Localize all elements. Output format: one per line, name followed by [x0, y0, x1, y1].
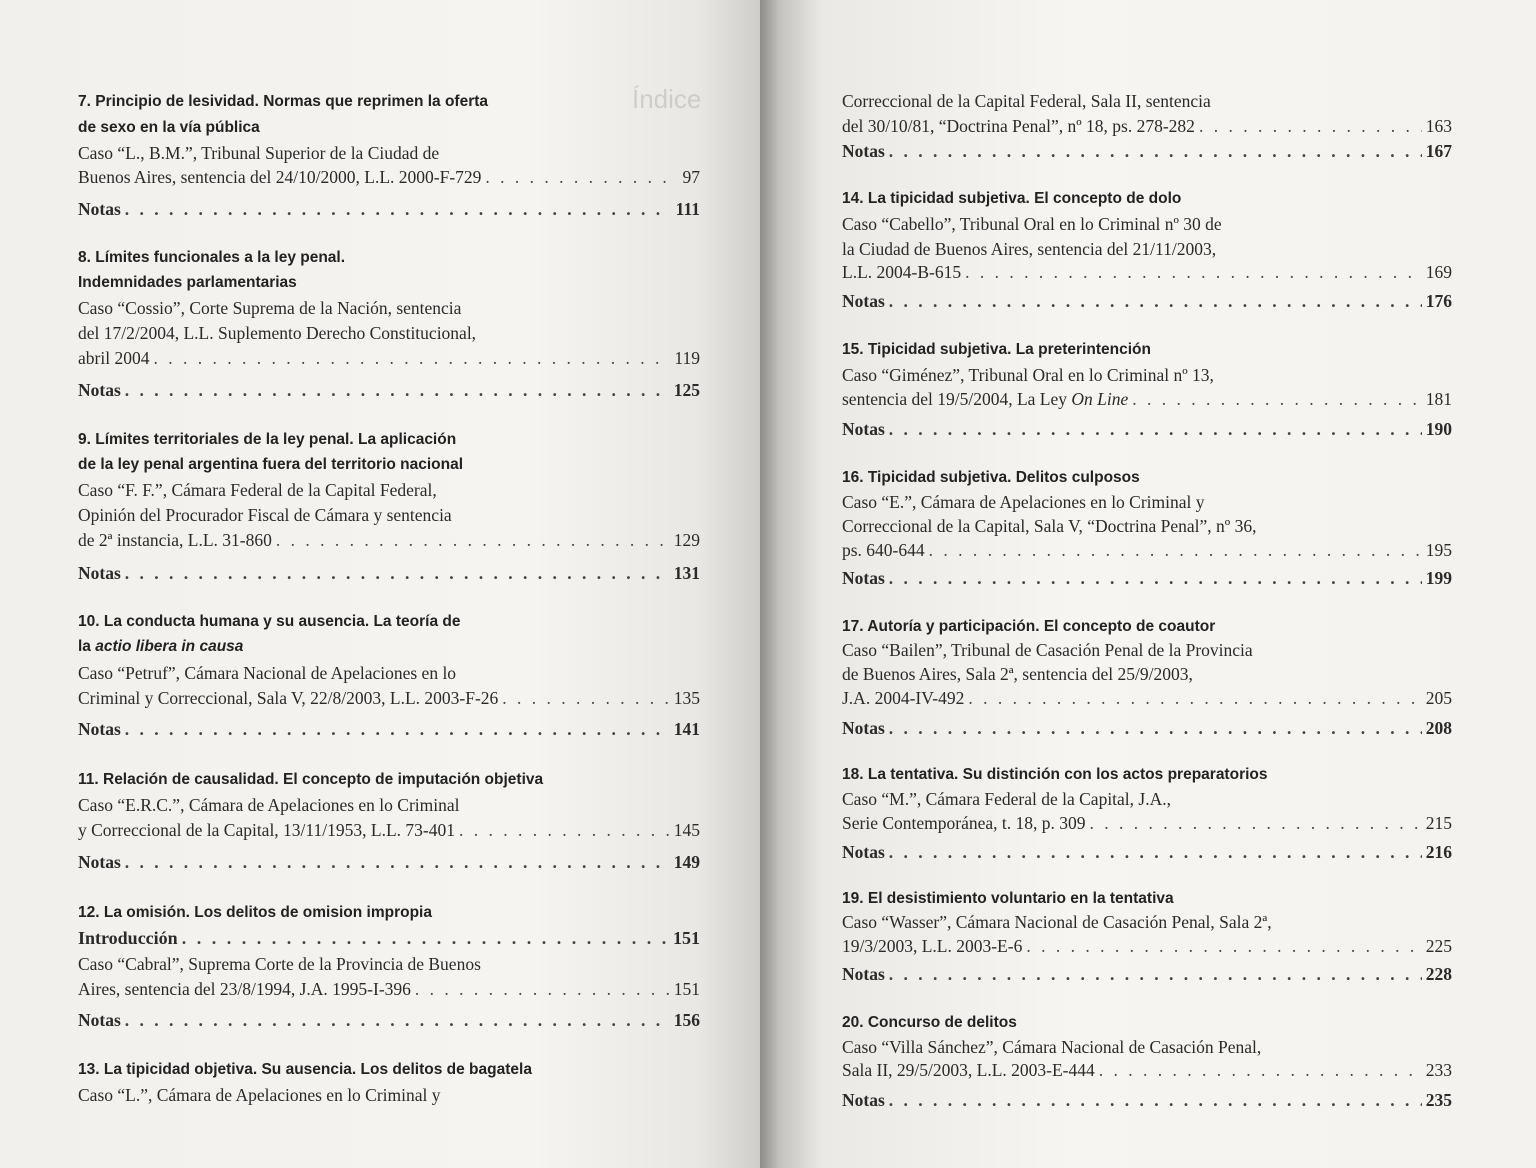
page-number: 233: [1425, 1060, 1452, 1080]
entry-17-notas: Notas . . . 208: [842, 715, 1452, 741]
entry-15-case: Caso “Giménez”, Tribunal Oral en lo Criminal nº 13,: [842, 365, 1214, 385]
page-number: 141: [673, 719, 700, 739]
entry-14-case: la Ciudad de Buenos Aires, sentencia del 21/11/2003,: [842, 239, 1217, 259]
page-number: 215: [1425, 813, 1452, 833]
entry-7-case: Caso “L., B.M.”, Tribunal Superior de la Ciudad de: [78, 143, 440, 163]
entry-13-case: Caso “L.”, Cámara de Apelaciones en lo Criminal y: [78, 1085, 441, 1105]
entry-14-case: L.L. 2004-B-615 . . . 169: [842, 259, 1452, 285]
entry-20-case: Caso “Villa Sánchez”, Cámara Nacional de Casación Penal,: [842, 1037, 1262, 1057]
entry-14-notas: Notas . . . 176: [842, 288, 1452, 314]
entry-8-notas: Notas . . . 125: [78, 377, 700, 403]
entry-20-heading: 20. Concurso de delitos: [842, 1014, 1017, 1031]
entry-18-case: Caso “M.”, Cámara Federal de la Capital, J.A.,: [842, 789, 1171, 809]
page-number: 225: [1425, 936, 1452, 956]
page-number: 131: [673, 563, 700, 583]
right-page: [760, 0, 1536, 1168]
page-number: 125: [673, 380, 700, 400]
entry-9-case: Caso “F. F.”, Cámara Federal de la Capital Federal,: [78, 480, 437, 500]
page-number: 151: [673, 928, 700, 948]
entry-7-case: Buenos Aires, sentencia del 24/10/2000, L.L. 2000-F-729 . . . 97: [78, 164, 700, 190]
entry-11-case: y Correccional de la Capital, 13/11/1953, L.L. 73-401 . . . 145: [78, 817, 700, 843]
entry-11-notas: Notas . . . 149: [78, 849, 700, 875]
entry-17-heading: 17. Autoría y participación. El concepto de coautor: [842, 618, 1216, 635]
entry-9-case: Opinión del Procurador Fiscal de Cámara y sentencia: [78, 505, 452, 525]
entry-12-heading: 12. La omisión. Los delitos de omision impropia: [78, 904, 432, 921]
entry-19-notas: Notas . . . 228: [842, 961, 1452, 987]
page-number: 199: [1425, 568, 1452, 588]
entry-8-case: del 17/2/2004, L.L. Suplemento Derecho Constitucional,: [78, 323, 477, 343]
page-number: 145: [673, 820, 700, 840]
entry-11-case: Caso “E.R.C.”, Cámara de Apelaciones en lo Criminal: [78, 795, 460, 815]
entry-18-case: Serie Contemporánea, t. 18, p. 309 . . . 215: [842, 810, 1452, 836]
entry-10-heading: 10. La conducta humana y su ausencia. La teoría de: [78, 613, 461, 630]
entry-16-heading: 16. Tipicidad subjetiva. Delitos culposos: [842, 469, 1140, 486]
entry-13-heading: 13. La tipicidad objetiva. Su ausencia. Los delitos de bagatela: [78, 1061, 532, 1078]
page-number: 176: [1425, 291, 1452, 311]
entry-15-case: sentencia del 19/5/2004, La Ley On Line . . . 181: [842, 386, 1452, 412]
page-number: 205: [1425, 688, 1452, 708]
entry-19-heading: 19. El desistimiento voluntario en la tentativa: [842, 890, 1174, 907]
entry-13-notas: Notas . . . 167: [842, 138, 1452, 164]
entry-10-case: Criminal y Correccional, Sala V, 22/8/2003, L.L. 2003-F-26 . . . 135: [78, 685, 700, 711]
page-number: 111: [675, 199, 700, 219]
entry-13-case-continued: del 30/10/81, “Doctrina Penal”, nº 18, ps. 278-282 . . . 163: [842, 113, 1452, 139]
page-number: 135: [673, 688, 700, 708]
page-number: 235: [1425, 1090, 1452, 1110]
entry-7-notas: Notas . . . 111: [78, 196, 700, 222]
entry-15-heading: 15. Tipicidad subjetiva. La preterintención: [842, 341, 1151, 358]
entry-12-case: Caso “Cabral”, Suprema Corte de la Provincia de Buenos: [78, 954, 481, 974]
entry-14-case: Caso “Cabello”, Tribunal Oral en lo Criminal nº 30 de: [842, 214, 1222, 234]
entry-17-case: de Buenos Aires, Sala 2ª, sentencia del 25/9/2003,: [842, 664, 1193, 684]
entry-18-notas: Notas . . . 216: [842, 839, 1452, 865]
entry-9-case: de 2ª instancia, L.L. 31-860 . . . 129: [78, 527, 700, 553]
entry-16-case: ps. 640-644 . . . 195: [842, 537, 1452, 563]
entry-18-heading: 18. La tentativa. Su distinción con los actos preparatorios: [842, 766, 1268, 783]
entry-10-case: Caso “Petruf”, Cámara Nacional de Apelaciones en lo: [78, 663, 457, 683]
page-number: 149: [673, 852, 700, 872]
ghost-index-title: Índice: [632, 84, 702, 114]
entry-12-case: Aires, sentencia del 23/8/1994, J.A. 1995-I-396 . . . 151: [78, 976, 700, 1002]
entry-16-notas: Notas . . . 199: [842, 565, 1452, 591]
page-number: 97: [682, 167, 700, 187]
entry-7-heading: 7. Principio de lesividad. Normas que reprimen la oferta: [78, 93, 489, 110]
entry-17-case: J.A. 2004-IV-492 . . . 205: [842, 685, 1452, 711]
entry-17-case: Caso “Bailen”, Tribunal de Casación Penal de la Provincia: [842, 640, 1253, 660]
entry-12-intro: Introducción . . . 151: [78, 925, 700, 951]
entry-12-notas: Notas . . . 156: [78, 1007, 700, 1033]
entry-8-case: abril 2004 . . . 119: [78, 345, 700, 371]
entry-8-case: Caso “Cossio”, Corte Suprema de la Nación, sentencia: [78, 298, 462, 318]
page-number: 151: [673, 979, 700, 999]
page-number: 190: [1425, 419, 1452, 439]
page-number: 181: [1425, 389, 1452, 409]
entry-10-heading: la actio libera in causa: [78, 638, 244, 655]
entry-8-heading: 8. Límites funcionales a la ley penal.: [78, 249, 346, 266]
entry-9-heading: 9. Límites territoriales de la ley penal. La aplicación: [78, 431, 457, 448]
entry-14-heading: 14. La tipicidad subjetiva. El concepto de dolo: [842, 190, 1182, 207]
page-number: 119: [674, 348, 700, 368]
page-number: 129: [673, 530, 700, 550]
entry-16-case: Correccional de la Capital, Sala V, “Doctrina Penal”, nº 36,: [842, 516, 1257, 536]
entry-19-case: Caso “Wasser”, Cámara Nacional de Casación Penal, Sala 2ª,: [842, 912, 1272, 932]
entry-8-heading: Indemnidades parlamentarias: [78, 274, 297, 291]
entry-19-case: 19/3/2003, L.L. 2003-E-6 . . . 225: [842, 933, 1452, 959]
entry-20-notas: Notas . . . 235: [842, 1087, 1452, 1113]
page-number: 228: [1425, 964, 1452, 984]
page-number: 208: [1425, 718, 1452, 738]
entry-10-notas: Notas . . . 141: [78, 716, 700, 742]
page-number: 169: [1425, 262, 1452, 282]
entry-9-heading: de la ley penal argentina fuera del territorio nacional: [78, 456, 464, 473]
page-number: 195: [1425, 540, 1452, 560]
entry-9-notas: Notas . . . 131: [78, 560, 700, 586]
left-page: [0, 0, 760, 1168]
entry-13-case-continued: Correccional de la Capital Federal, Sala II, sentencia: [842, 91, 1211, 111]
entry-15-notas: Notas . . . 190: [842, 416, 1452, 442]
entry-7-heading: de sexo en la vía pública: [78, 119, 260, 136]
page-number: 167: [1425, 141, 1452, 161]
entry-11-heading: 11. Relación de causalidad. El concepto de imputación objetiva: [78, 771, 544, 788]
entry-16-case: Caso “E.”, Cámara de Apelaciones en lo Criminal y: [842, 492, 1205, 512]
page-number: 163: [1425, 116, 1452, 136]
entry-20-case: Sala II, 29/5/2003, L.L. 2003-E-444 . . . 233: [842, 1057, 1452, 1083]
page-number: 156: [673, 1010, 700, 1030]
page-number: 216: [1425, 842, 1452, 862]
